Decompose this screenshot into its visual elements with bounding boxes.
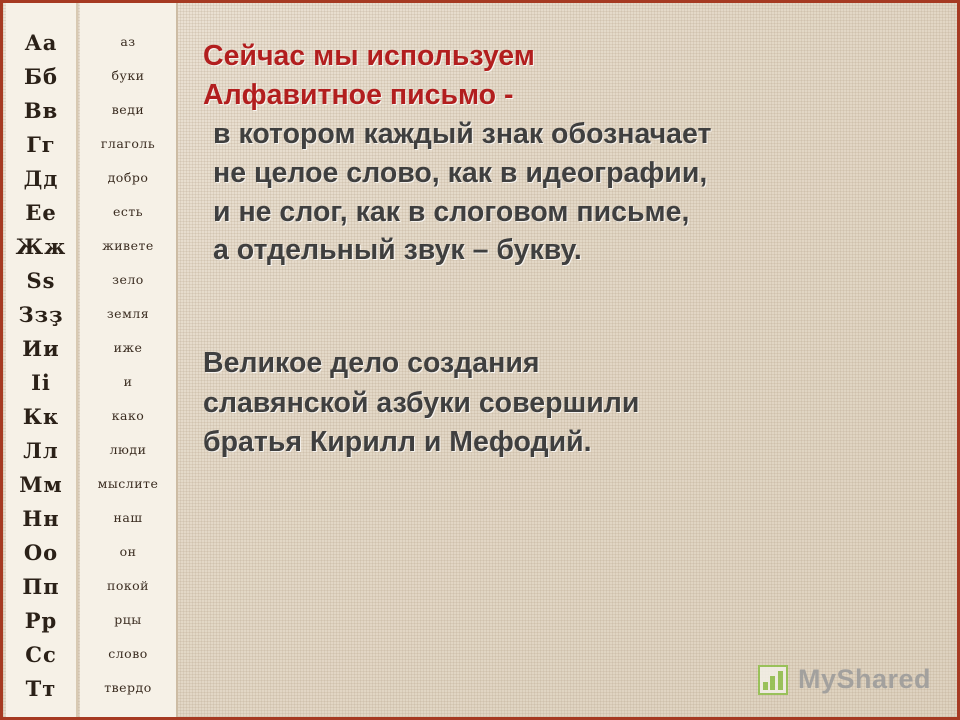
alphabet-letter: Ззҙ [18,301,64,327]
alphabet-letter: Дд [23,165,59,191]
paragraph1-line4: не целое слово, как в идеографии, [213,156,708,189]
paragraph1-line5: и не слог, как в слоговом письме, [213,195,690,228]
alphabet-letter-name: глаголь [100,135,156,151]
alphabet-letter-name: покой [106,577,150,593]
alphabet-letter-name: зело [112,271,144,287]
alphabet-letter-name: люди [109,441,147,457]
alphabet-letter: Сс [25,641,57,667]
paragraph-cyril-methodius [203,344,931,462]
alphabet-letter-name: наш [113,509,143,525]
alphabet-letter: Гг [26,131,56,157]
alphabet-letter-name: твердо [104,679,152,695]
alphabet-letter-name: добро [107,169,149,185]
alphabet-letter: Мм [19,471,63,497]
alphabet-letter-name: буки [111,67,145,83]
alphabet-letter: Пп [22,573,60,599]
paragraph1-line6: а отдельный звук – букву. [213,234,582,267]
alphabet-letter-name: слово [108,645,148,661]
alphabet-letter-name: мыслите [97,475,159,491]
chart-bars-icon [758,665,788,695]
paragraph1-line1: Сейчас мы используем [203,40,535,72]
paragraph2-line3: братья Кирилл и Мефодий. [203,426,592,458]
alphabet-letter: Лл [23,437,59,463]
alphabet-letter-name: и [123,373,133,389]
alphabet-names-column [80,3,178,717]
alphabet-letter: Оо [23,539,59,565]
alphabet-letter: Нн [22,505,60,531]
alphabet-letter: Іi [31,369,51,395]
alphabet-letter: Жж [15,233,67,259]
alphabet-letters-column [6,3,78,717]
alphabet-letter-name: иже [113,339,143,355]
alphabet-letter: Ее [25,199,57,225]
paragraph2-line1: Великое дело создания [203,347,540,380]
alphabet-letter: Вв [23,97,59,123]
alphabet-letter: Рр [24,607,58,633]
alphabet-letter-name: земля [106,305,150,321]
alphabet-letter-name: веди [111,101,145,117]
alphabet-letter: Тт [25,675,57,701]
alphabet-letter-name: есть [112,203,144,219]
alphabet-letter-name: како [111,407,145,423]
alphabet-letter-name: живете [102,237,154,253]
alphabet-letter: Аа [24,29,58,55]
paragraph1-line2: Алфавитное письмо - [203,78,514,111]
watermark-label: MyShared [797,664,931,694]
alphabet-letter: Бб [24,63,58,89]
watermark [758,664,931,695]
paragraph-alphabetic-writing [203,37,931,270]
alphabet-letter: Ии [22,335,60,361]
paragraph2-line2: славянской азбуки совершили [203,386,640,419]
slide-content [203,37,931,462]
alphabet-letter: Ss [26,267,56,293]
alphabet-letter-name: он [119,543,137,559]
paragraph1-line3: в котором каждый знак обозначает [213,117,712,150]
alphabet-letter-name: рцы [114,611,142,627]
alphabet-letter-name: аз [120,33,136,49]
alphabet-letter: Кк [22,403,60,429]
